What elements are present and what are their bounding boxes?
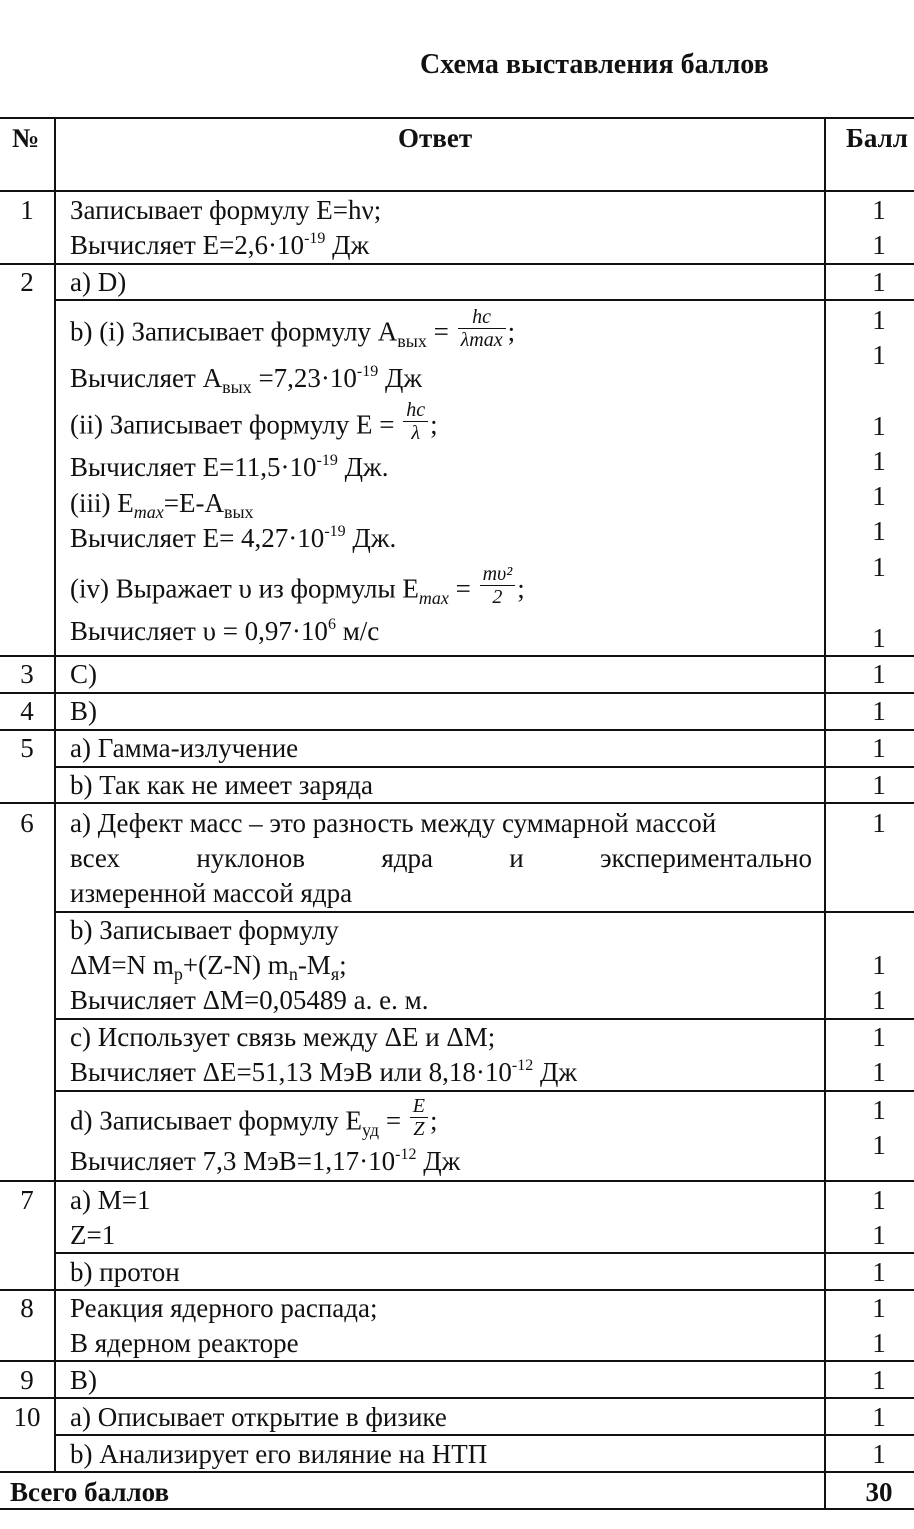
answer-line: (ii) Записывает формулу E = $\frac{hc}{\lambda}$ ; (70, 399, 438, 444)
points-value: 1 (872, 623, 886, 653)
points-value: 1 (872, 659, 886, 689)
answer-line: Реакция ядерного распада; (70, 1293, 378, 1323)
row-number: 9 (20, 1365, 34, 1395)
points-value: 1 (872, 195, 886, 225)
answer-line: Вычисляет ΔE=51,13 МэВ или $8,18\cdot 10^{-12}$ Дж (70, 1057, 578, 1087)
points-value: 1 (872, 733, 886, 763)
answer-line: Z=1 (70, 1220, 116, 1250)
answer-line: d) Записывает формулу $E_{уд}$ = $\frac{E}{Z}$ ; (70, 1095, 438, 1140)
points-value: 1 (872, 1130, 886, 1160)
points-value: 1 (872, 1328, 886, 1358)
row-number: 4 (20, 696, 34, 726)
fraction: $\frac{\text{mυ²}}{2}$ (480, 563, 516, 608)
answer-line: b) Анализирует его виляние на НТП (70, 1439, 488, 1469)
answer-line: b) Записывает формулу (70, 915, 339, 945)
points-value: 1 (872, 1022, 886, 1052)
points-value: 1 (872, 516, 886, 546)
answer-line: c) Использует связь между ΔE и ΔM; (70, 1022, 496, 1052)
points-value: 1 (872, 770, 886, 800)
points-value: 1 (872, 985, 886, 1015)
points-value: 1 (872, 696, 886, 726)
answer-line: Записывает формулу E=hν; (70, 195, 382, 225)
header-num: № (12, 123, 40, 153)
answer-line: B) (70, 1365, 97, 1395)
points-value: 1 (872, 552, 886, 582)
fraction: $\frac{hc}{\lambda\max}$ (458, 306, 506, 351)
points-value: 1 (872, 1439, 886, 1469)
answer-line: В ядерном реакторе (70, 1328, 299, 1358)
points-value: 1 (872, 481, 886, 511)
answer-line: a) D) (70, 267, 127, 297)
answer-line: Вычисляет $E=11,5\cdot 10^{-19}$ Дж. (70, 452, 389, 482)
total-value: 30 (865, 1477, 893, 1507)
points-value: 1 (872, 305, 886, 335)
answer-line: a) M=1 (70, 1185, 151, 1215)
answer-line: Вычисляет 7,3 $МэВ=1,17\cdot 10^{-12}$ Дж (70, 1146, 461, 1176)
points-value: 1 (872, 340, 886, 370)
row-number: 2 (20, 267, 34, 297)
row-number: 10 (13, 1402, 41, 1432)
answer-line: a) Описывает открытие в физике (70, 1402, 447, 1432)
points-value: 1 (872, 267, 886, 297)
answer-line: a) Дефект масс – это разность между суммарной массой (70, 808, 717, 838)
row-number: 7 (20, 1185, 34, 1215)
header-points: Балл (846, 123, 908, 153)
answer-line: ΔM=N $m_p+(Z-N)$ $m_n-M_я$; (70, 950, 347, 984)
row-number: 8 (20, 1293, 34, 1323)
page-title: Схема выставления баллов (420, 49, 769, 80)
header-answer: Ответ (398, 123, 473, 153)
answer-line: (iv) Выражает υ из формулы $E_{max}$ = $\frac{\text{mυ²}}{2}$ ; (70, 563, 525, 608)
points-value: 1 (872, 950, 886, 980)
answer-line: Вычисляет ΔM=0,05489 а. е. м. (70, 985, 429, 1015)
answer-line: измеренной массой ядра (70, 878, 353, 908)
points-value: 1 (872, 1220, 886, 1250)
points-value: 1 (872, 411, 886, 441)
answer-line: Вычисляет $A_{вых} =7,23\cdot 10^{-19}$ Дж (70, 363, 423, 397)
fraction: $\frac{hc}{\lambda}$ (403, 399, 428, 444)
answer-line: Вычисляет $\upsilon = 0,97\cdot 10^6$ м/с (70, 616, 380, 646)
row-number: 5 (20, 733, 34, 763)
answer-line: a) Гамма-излучение (70, 733, 299, 763)
answer-line: всех нуклонов ядра и экспериментально (70, 843, 812, 873)
answer-line: b) протон (70, 1257, 180, 1287)
points-value: 1 (872, 1402, 886, 1432)
total-label: Всего баллов (10, 1477, 170, 1507)
row-number: 1 (20, 195, 34, 225)
points-value: 1 (872, 1095, 886, 1125)
answer-line: b) (i) Записывает формулу $A_{вых}$ = $\frac{hc}{\lambda\max}$ ; (70, 306, 516, 351)
points-value: 1 (872, 1365, 886, 1395)
points-value: 1 (872, 1257, 886, 1287)
points-value: 1 (872, 230, 886, 260)
answer-line: C) (70, 659, 97, 689)
row-number: 6 (20, 808, 34, 838)
row-number: 3 (20, 659, 34, 689)
answer-line: B) (70, 696, 97, 726)
points-value: 1 (872, 1293, 886, 1323)
answer-line: Вычисляет $E= 4,27\cdot 10^{-19}$ Дж. (70, 523, 397, 553)
points-value: 1 (872, 446, 886, 476)
answer-line: Вычисляет $E=2,6\cdot 10^{-19}$ Дж (70, 230, 370, 260)
answer-line: (iii) $E_{max}=E-A_{вых}$ (70, 488, 254, 522)
points-value: 1 (872, 808, 886, 838)
points-value: 1 (872, 1057, 886, 1087)
answer-line: b) Так как не имеет заряда (70, 770, 373, 800)
fraction: $\frac{E}{Z}$ (410, 1095, 428, 1140)
points-value: 1 (872, 1185, 886, 1215)
